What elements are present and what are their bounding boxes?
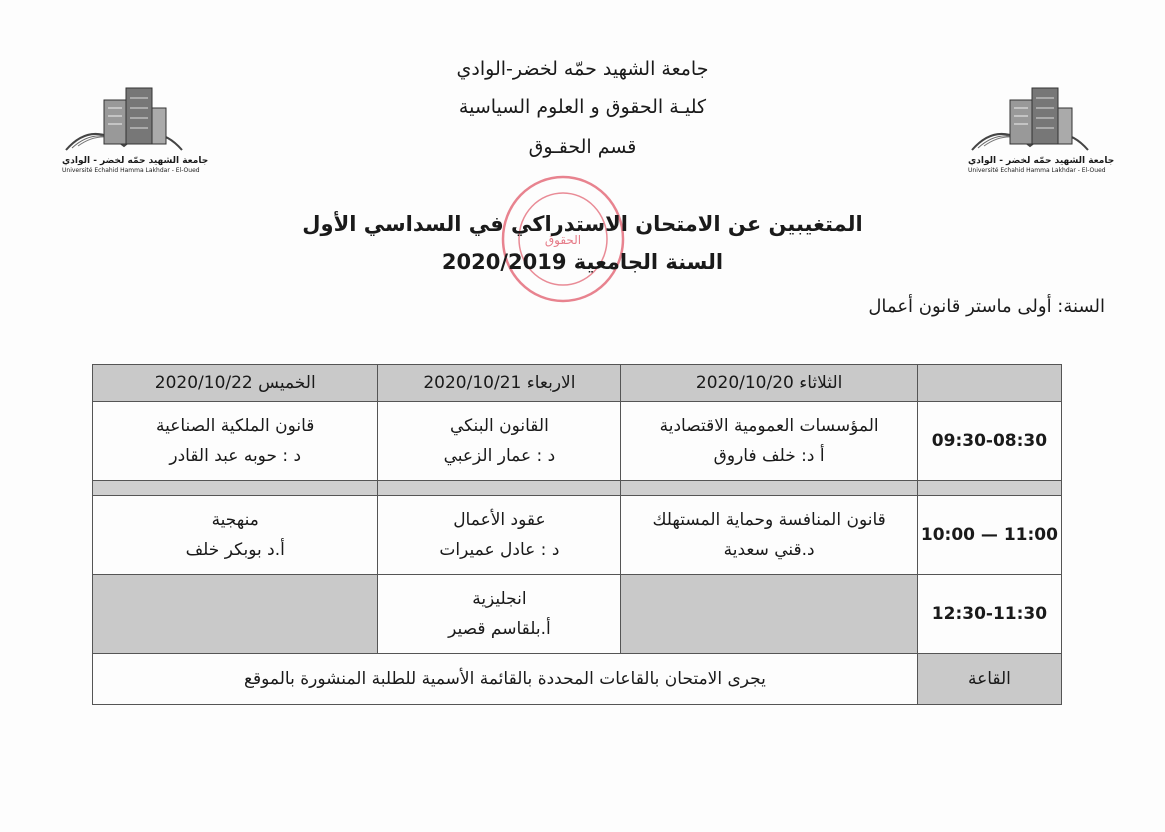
professor-name: د : عمار الزعبي xyxy=(443,446,556,466)
university-name: جامعة الشهيد حمّه لخضر-الوادي xyxy=(456,58,709,80)
subject-name: قانون المنافسة وحماية المستهلك xyxy=(652,510,886,530)
empty-exam-cell xyxy=(621,575,917,654)
professor-name: د.قني سعدية xyxy=(723,540,815,560)
professor-name: د : حوبه عبد القادر xyxy=(169,446,302,466)
university-building-icon xyxy=(968,80,1092,156)
exam-cell xyxy=(93,496,378,575)
room-row xyxy=(93,654,1062,705)
university-building-icon xyxy=(62,80,186,156)
subject-name: القانون البنكي xyxy=(450,416,549,436)
page-title: المتغيبين عن الامتحان الاستدراكي في السداسي الأول xyxy=(302,212,863,236)
table-header-row xyxy=(93,365,1062,402)
professor-name: د : عادل عميرات xyxy=(439,540,560,560)
exam-cell xyxy=(378,575,621,654)
stamp-text: الحقوق xyxy=(544,233,582,247)
department-name: قسم الحقـوق xyxy=(528,136,637,158)
exam-cell xyxy=(621,496,917,575)
table-row xyxy=(93,496,1062,575)
separator-row xyxy=(93,481,1062,496)
time-slot: 12:30-11:30 xyxy=(917,575,1061,654)
subject-name: منهجية xyxy=(211,510,259,530)
exam-schedule-table xyxy=(92,364,1062,705)
university-logo-left xyxy=(62,80,209,178)
logo-caption-fr: Université Echahid Hamma Lakhdar - El-Oued xyxy=(968,167,1106,174)
logo-caption-ar: جامعة الشهيد حمّه لخضر - الوادي xyxy=(62,156,209,166)
subject-name: قانون الملكية الصناعية xyxy=(155,416,315,436)
professor-name: أ د: خلف فاروق xyxy=(713,446,825,466)
subject-name: عقود الأعمال xyxy=(453,510,546,530)
official-stamp xyxy=(498,172,628,307)
header-corner xyxy=(917,365,1061,402)
subject-name: المؤسسات العمومية الاقتصادية xyxy=(659,416,879,436)
day-header: الثلاثاء 2020/10/20 xyxy=(621,365,917,402)
academic-year: السنة الجامعية 2020/2019 xyxy=(441,250,724,274)
logo-caption-ar: جامعة الشهيد حمّه لخضر - الوادي xyxy=(968,156,1115,166)
university-logo-right xyxy=(968,80,1115,178)
table-row xyxy=(93,402,1062,481)
room-note: يجرى الامتحان بالقاعات المحددة بالقائمة الأسمية للطلبة المنشورة بالموقع xyxy=(93,654,918,705)
exam-cell xyxy=(378,402,621,481)
exam-cell xyxy=(93,402,378,481)
exam-cell xyxy=(378,496,621,575)
day-header: الاربعاء 2020/10/21 xyxy=(378,365,621,402)
time-slot: 10:00 — 11:00 xyxy=(917,496,1061,575)
professor-name: أ.د بوبكر خلف xyxy=(185,540,285,560)
exam-cell xyxy=(621,402,917,481)
professor-name: أ.بلقاسم قصير xyxy=(448,619,551,639)
day-header: الخميس 2020/10/22 xyxy=(93,365,378,402)
empty-exam-cell xyxy=(93,575,378,654)
time-slot: 09:30-08:30 xyxy=(917,402,1061,481)
logo-caption-fr: Université Echahid Hamma Lakhdar - El-Oued xyxy=(62,167,200,174)
room-label: القاعة xyxy=(917,654,1061,705)
faculty-name: كليـة الحقوق و العلوم السياسية xyxy=(458,96,707,118)
subject-name: انجليزية xyxy=(472,589,527,609)
year-level-label: السنة: أولى ماستر قانون أعمال xyxy=(868,296,1105,317)
table-row xyxy=(93,575,1062,654)
